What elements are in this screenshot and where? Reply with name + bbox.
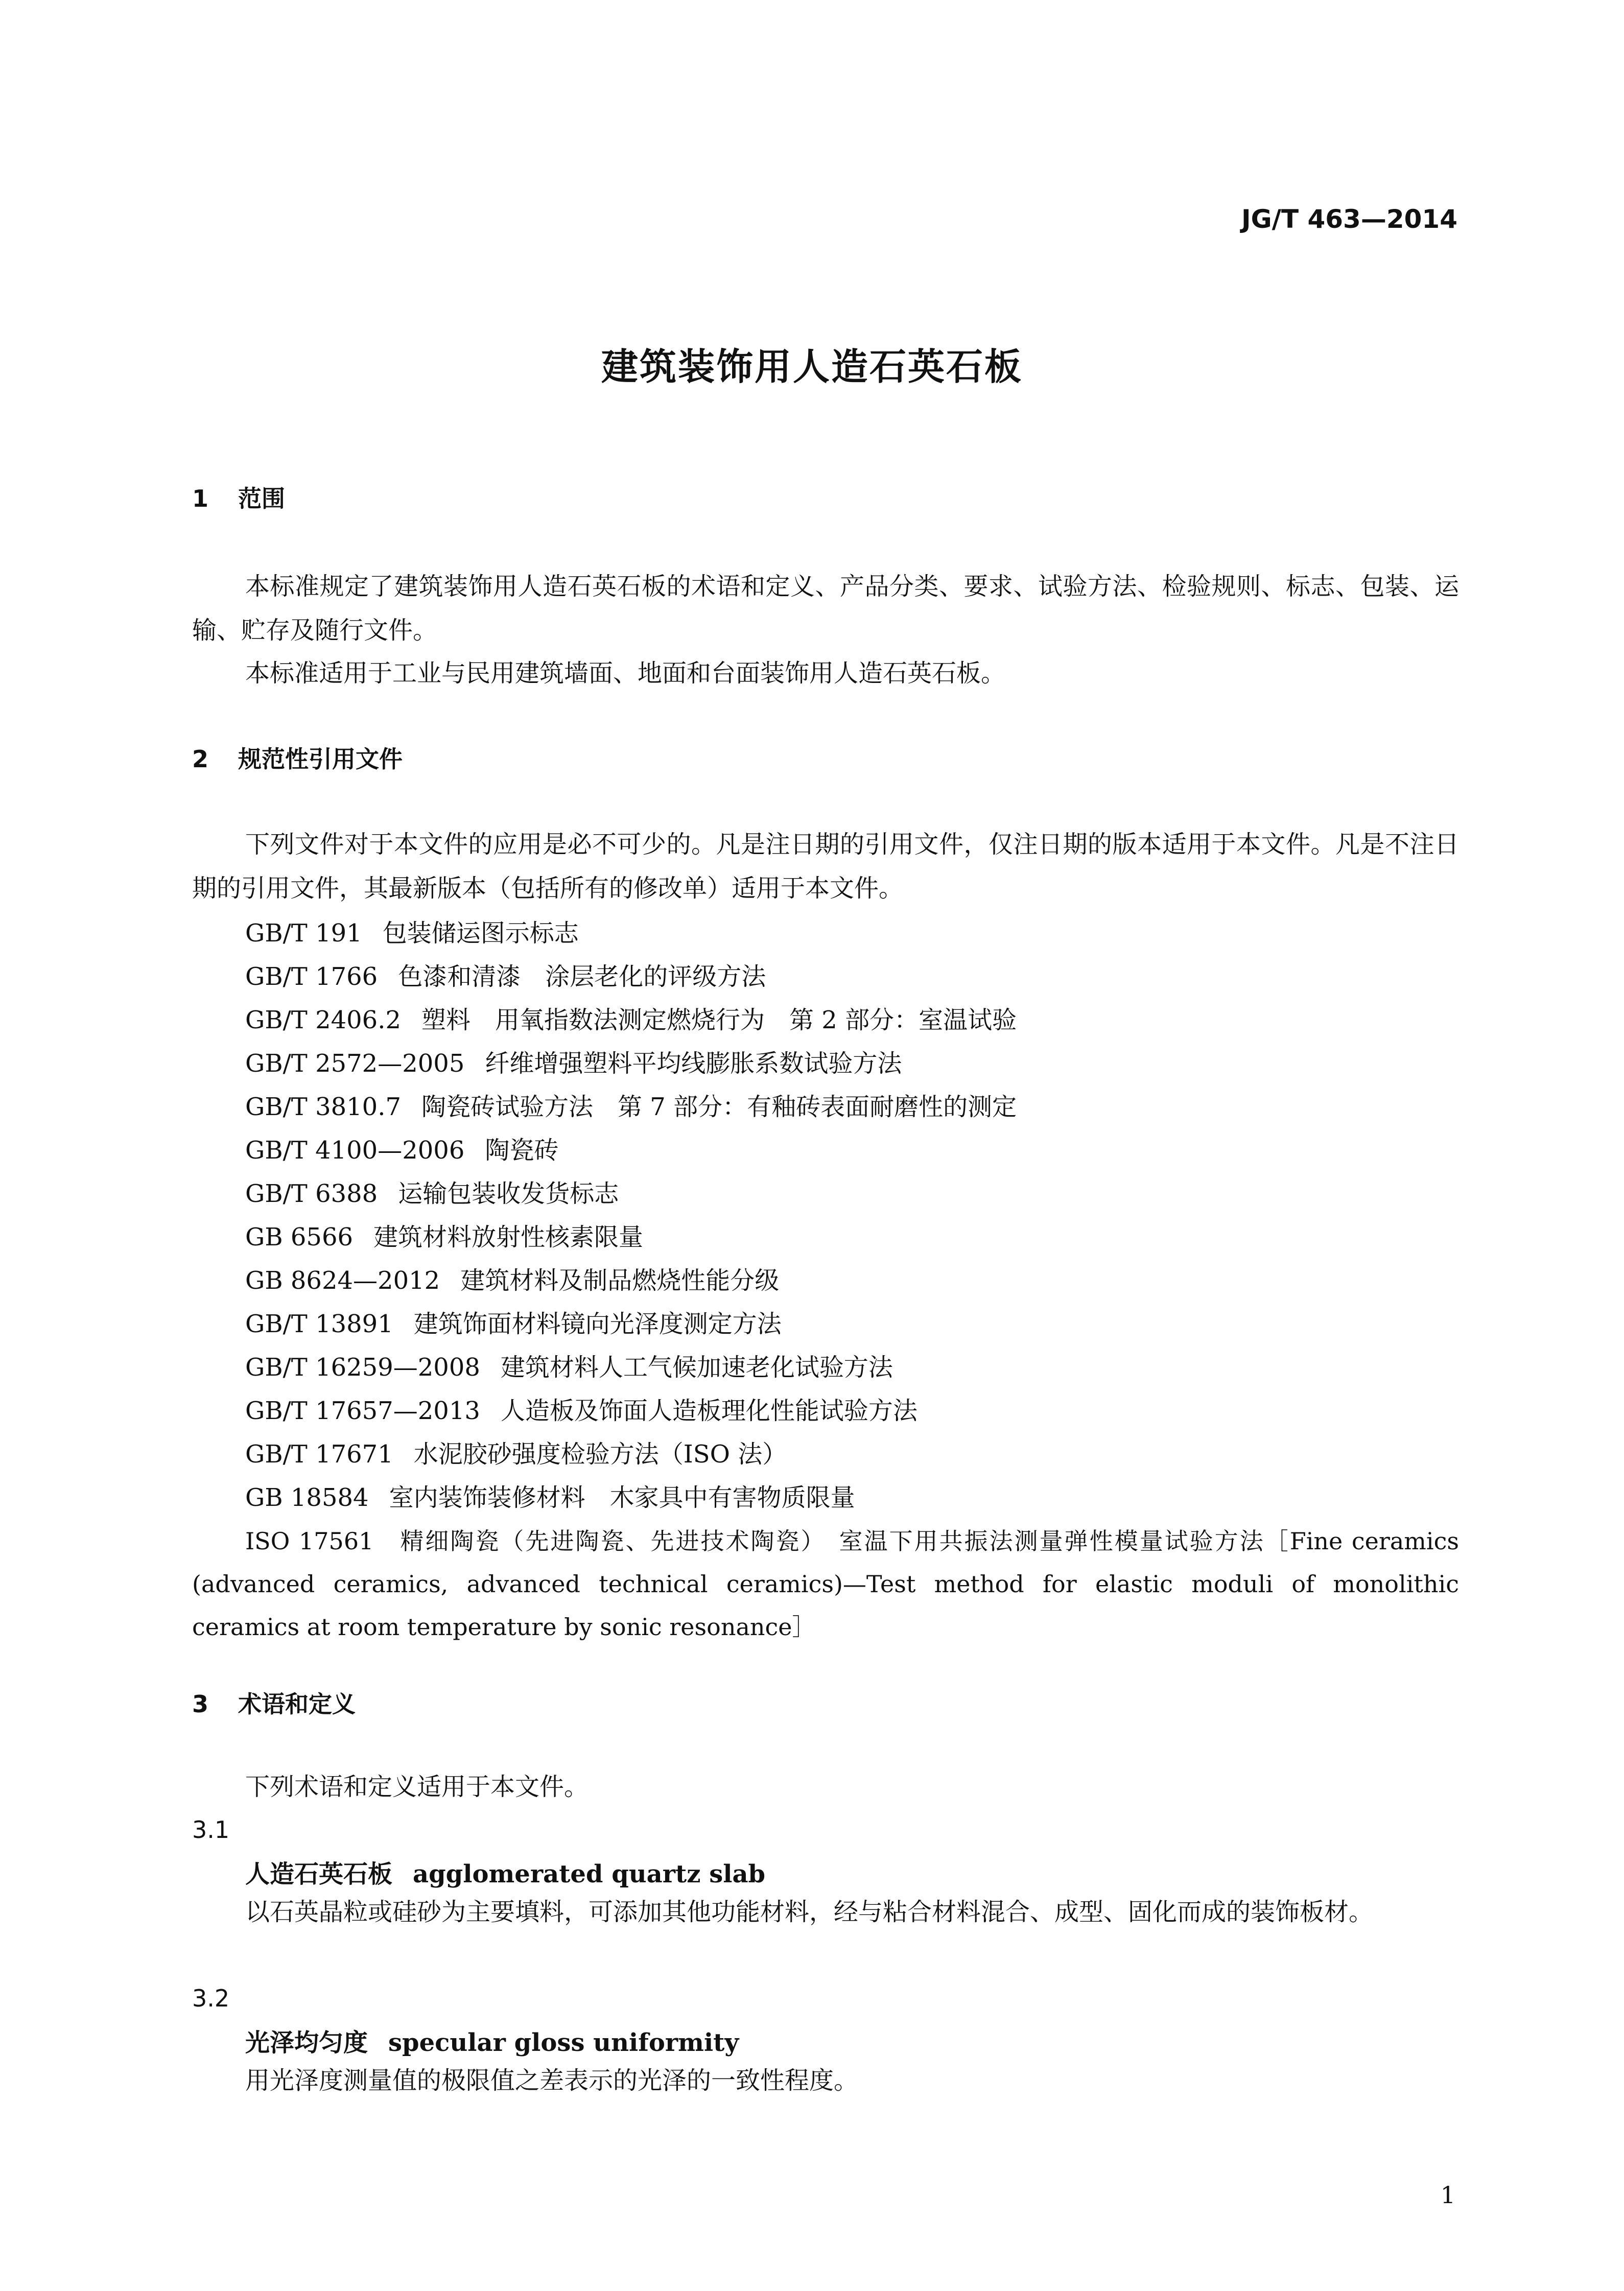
section-2-heading [192,741,403,774]
reference-item: GB/T 1766 色漆和清漆 涂层老化的评级方法 [245,962,766,991]
term-definition: 用光泽度测量值的极限值之差表示的光泽的一致性程度。 [245,2066,859,2095]
reference-item: GB/T 17671 水泥胶砂强度检验方法（ISO 法） [245,1440,787,1469]
reference-item: GB/T 191 包装储运图示标志 [245,919,579,948]
scope-paragraph-2: 本标准适用于工业与民用建筑墙面、地面和台面装饰用人造石英石板。 [245,659,1006,688]
section-title: 规范性引用文件 [238,745,403,773]
term-en: agglomerated quartz slab [413,1860,766,1888]
section-title: 范围 [238,485,285,512]
reference-item: GB/T 6388 运输包装收发货标志 [245,1179,619,1208]
section-title: 术语和定义 [238,1690,356,1718]
page-number: 1 [1440,2181,1455,2209]
reference-item: GB/T 13891 建筑饰面材料镜向光泽度测定方法 [245,1310,782,1338]
reference-item: GB/T 4100—2006 陶瓷砖 [245,1136,559,1165]
term-heading [245,2023,739,2058]
term-zh: 光泽均匀度 [245,2028,368,2057]
term-number: 3.1 [192,1816,230,1844]
reference-item: GB 8624—2012 建筑材料及制品燃烧性能分级 [245,1266,780,1295]
section-number: 2 [192,745,209,773]
reference-item: GB 6566 建筑材料放射性核素限量 [245,1223,644,1251]
iso-reference: ISO 17561 精细陶瓷（先进陶瓷、先进技术陶瓷） 室温下用共振法测量弹性模量试验方法［Fine ceramics (advanced ceramics, advanced technical ceramics)—Test method for elastic moduli of monolithic ceramics at room temperature by sonic resonance］ [192,1527,1459,1641]
section-3-heading [192,1686,356,1719]
term-zh: 人造石英石板 [245,1860,393,1888]
section-number: 1 [192,485,209,512]
term-heading [245,1854,765,1890]
section-1-heading [192,480,285,514]
term-en: specular gloss uniformity [388,2028,739,2057]
term-definition: 以石英晶粒或硅砂为主要填料，可添加其他功能材料，经与粘合材料混合、成型、固化而成的装饰板材。 [245,1898,1374,1926]
document-title: 建筑装饰用人造石英石板 [601,345,1023,388]
terms-intro: 下列术语和定义适用于本文件。 [245,1773,589,1801]
standard-code: JG/T 463—2014 [1241,204,1457,234]
term-number: 3.2 [192,1985,230,2012]
reference-item: GB/T 2572—2005 纤维增强塑料平均线膨胀系数试验方法 [245,1049,902,1078]
section-number: 3 [192,1690,209,1718]
reference-item: GB/T 17657—2013 人造板及饰面人造板理化性能试验方法 [245,1397,917,1425]
reference-item: GB 18584 室内装饰装修材料 木家具中有害物质限量 [245,1483,855,1512]
reference-item: GB/T 3810.7 陶瓷砖试验方法 第 7 部分：有釉砖表面耐磨性的测定 [245,1093,1017,1121]
references-intro: 下列文件对于本文件的应用是必不可少的。凡是注日期的引用文件，仅注日期的版本适用于本文件。凡是不注日期的引用文件，其最新版本（包括所有的修改单）适用于本文件。 [192,830,1459,903]
reference-item: GB/T 16259—2008 建筑材料人工气候加速老化试验方法 [245,1353,893,1382]
reference-list [245,912,1017,1520]
scope-paragraph-1: 本标准规定了建筑装饰用人造石英石板的术语和定义、产品分类、要求、试验方法、检验规则、标志、包装、运输、贮存及随行文件。 [192,572,1459,645]
reference-item: GB/T 2406.2 塑料 用氧指数法测定燃烧行为 第 2 部分：室温试验 [245,1006,1017,1034]
